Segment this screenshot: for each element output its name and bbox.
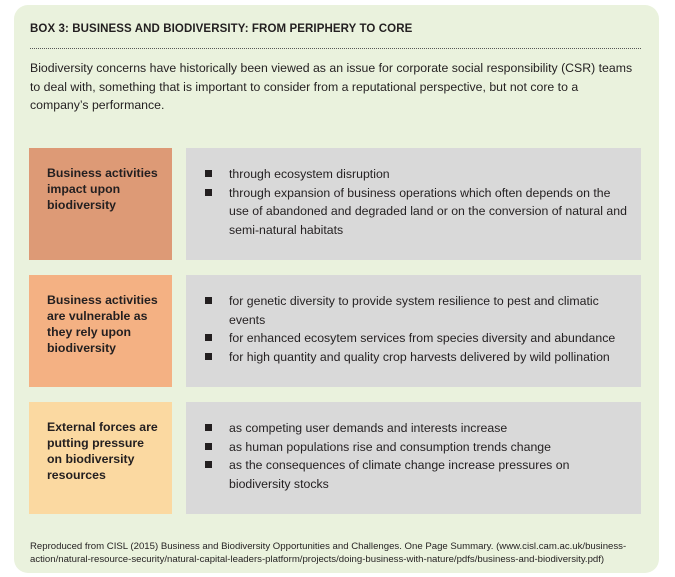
square-bullet-icon	[205, 424, 212, 431]
list-item-text: as human populations rise and consumption trends change	[229, 439, 551, 454]
list-item-text: for enhanced ecosytem services from species diversity and abundance	[229, 331, 616, 345]
list-item-text: through expansion of business operations which often depends on the use of abandoned and degraded land or on the conversion of natural and semi-natural habitats	[229, 185, 627, 237]
square-bullet-icon	[205, 353, 212, 360]
list-item-text: as competing user demands and interests increase	[229, 421, 508, 435]
list-item-text: for high quantity and quality crop harvests delivered by wild pollination	[229, 349, 610, 364]
list-item	[204, 292, 629, 329]
square-bullet-icon	[205, 170, 212, 177]
row-label: External forces are putting pressure on biodiversity resources	[29, 402, 172, 514]
list-item	[204, 438, 629, 457]
row-impact	[29, 148, 641, 260]
list-item	[204, 419, 629, 438]
list-item	[204, 329, 629, 348]
row-vulnerable	[29, 275, 641, 387]
square-bullet-icon	[205, 334, 212, 341]
list-item	[204, 165, 629, 184]
list-item	[204, 348, 629, 367]
box-title: BOX 3: BUSINESS AND BIODIVERSITY: FROM PERIPHERY TO CORE	[30, 23, 413, 35]
list-item-text: through ecosystem disruption	[229, 167, 390, 181]
bullet-list	[204, 292, 629, 366]
dotted-divider	[30, 48, 641, 49]
row-content	[186, 148, 641, 260]
square-bullet-icon	[205, 443, 212, 450]
intro-paragraph: Biodiversity concerns have historically been viewed as an issue for corporate social responsibility (CSR) teams to deal with, something that is important to consider from a reputational perspective, but not core to a company’s performance.	[30, 61, 633, 112]
list-item-text: for genetic diversity to provide system resilience to pest and climatic events	[229, 294, 599, 327]
list-item-text: as the consequences of climate change increase pressures on biodiversity stocks	[229, 458, 570, 491]
bullet-list	[204, 419, 629, 493]
row-label: Business activities impact upon biodiversity	[29, 148, 172, 260]
square-bullet-icon	[205, 461, 212, 468]
row-content	[186, 275, 641, 387]
row-external-forces	[29, 402, 641, 514]
square-bullet-icon	[205, 297, 212, 304]
row-content	[186, 402, 641, 514]
list-item	[204, 456, 629, 493]
list-item	[204, 184, 629, 240]
row-label: Business activities are vulnerable as they rely upon biodiversity	[29, 275, 172, 387]
bullet-list	[204, 165, 629, 239]
square-bullet-icon	[205, 189, 212, 196]
source-citation: Reproduced from CISL (2015) Business and Biodiversity Opportunities and Challenges. One Page Summary. (www.cisl.cam.ac.uk/business-action/natural-resource-security/natural-capital-leaders-platform/projects/doing-business-with-nature/pdfs/business-and-biodiversity.pdf)	[30, 541, 627, 565]
